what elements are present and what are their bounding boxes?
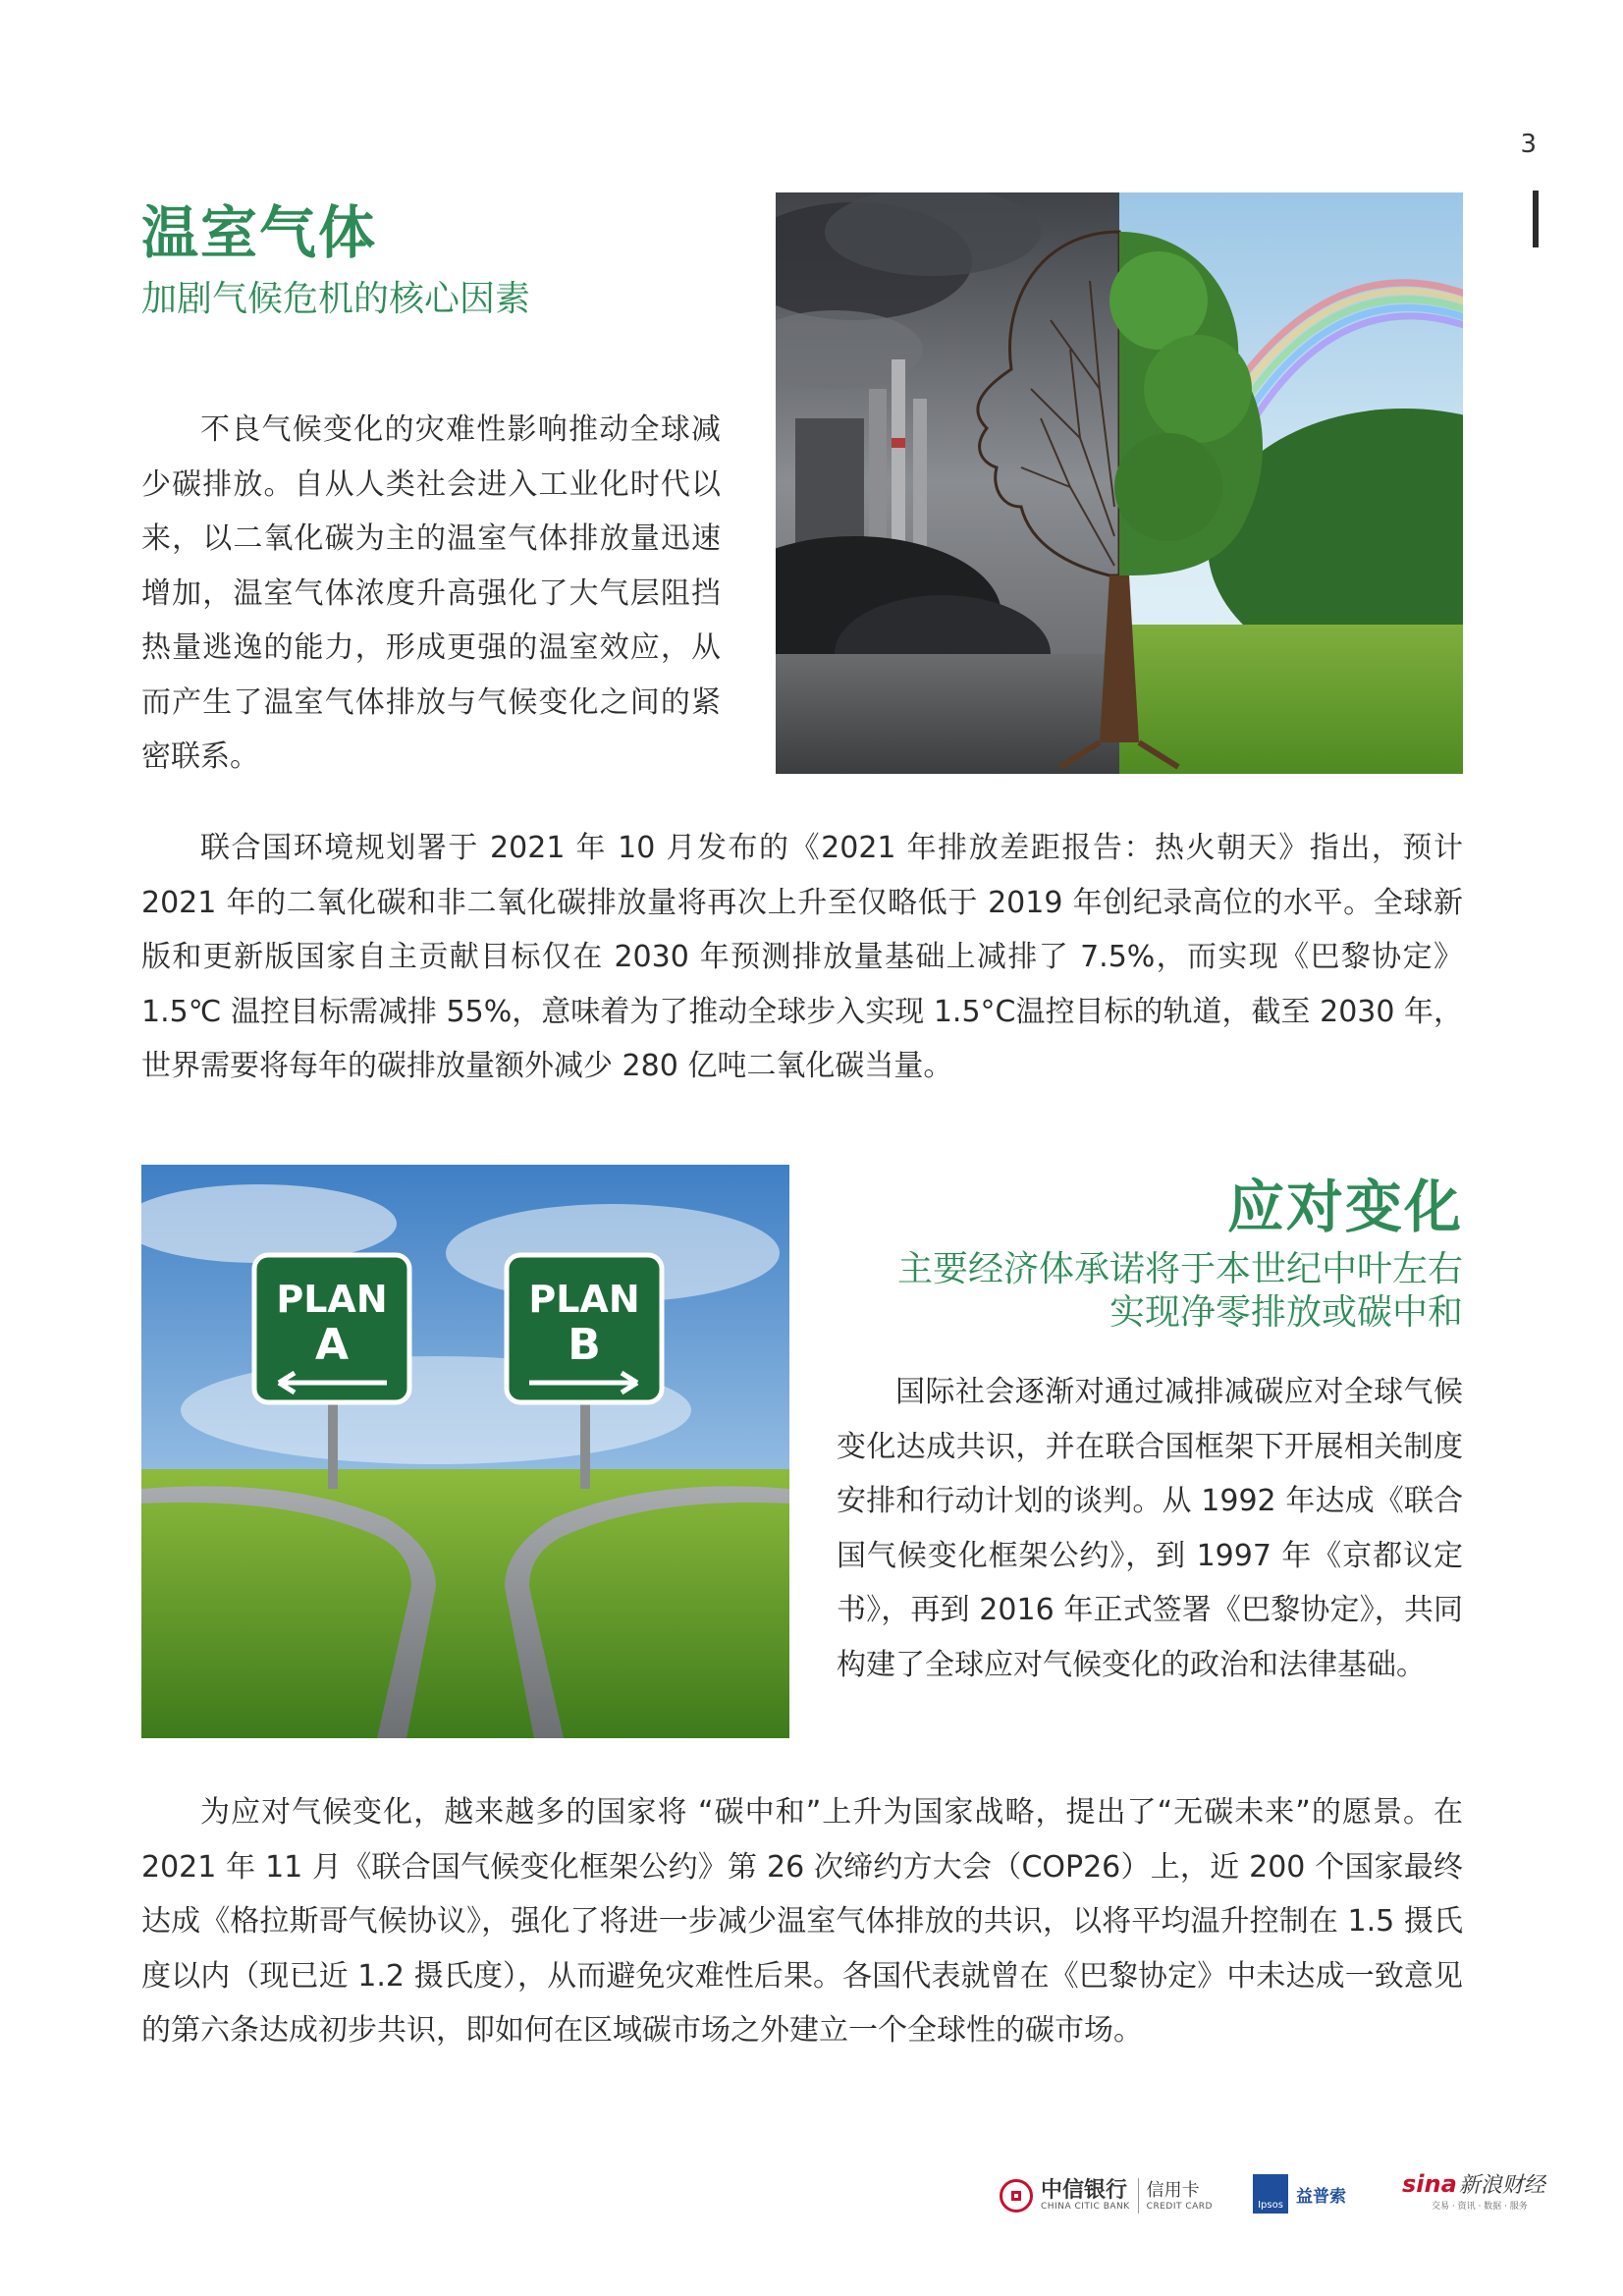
section1-subtitle: 加剧气候危机的核心因素 [141, 279, 531, 319]
logo-separator [1138, 2178, 1139, 2214]
citic-name: 中信银行 [1041, 2178, 1128, 2203]
section2-title: 应对变化 [1226, 1174, 1463, 1240]
section1-paragraph-2: 联合国环境规划署于 2021 年 10 月发布的《2021 年排放差距报告：热火朝天》指出，预计 2021 年的二氧化碳和非二氧化碳排放量将再次上升至仅略低于 2019 年创纪录高位的水平。全球新版和更新版国家自主贡献目标仅在 2030 年预测排放量基础上减排了 7.5%，而实现《巴黎协定》1.5℃ 温控目标需减排 55%，意味着为了推动全球步入实现 1.5°C温控目标的轨道，截至 2030 年，世界需要将每年的碳排放量额外减少 280 亿吨二氧化碳当量。 [141, 831, 1463, 1083]
citic-emblem-icon [1000, 2179, 1033, 2213]
section2-paragraph-1: 国际社会逐渐对通过减排减碳应对全球气候变化达成共识，并在联合国框架下开展相关制度安排和行动计划的谈判。从 1992 年达成《联合国气候变化框架公约》，到 1997 年《京都议定书》，再到 2016 年正式签署《巴黎协定》，共同构建了全球应对气候变化的政治和法律基础。 [837, 1375, 1463, 1682]
plan-a-plan-b-crossroads-image [141, 1165, 789, 1738]
sign-b-line1: PLAN [528, 1278, 640, 1321]
ipsos-logo [1253, 2174, 1346, 2214]
section1-title: 温室气体 [141, 199, 378, 266]
citic-bank-logo [1000, 2178, 1213, 2214]
section2-subtitle-line1: 主要经济体承诺将于本世纪中叶左右 [896, 1249, 1463, 1289]
ipsos-mark-icon: Ipsos [1253, 2174, 1288, 2214]
sina-finance-logo [1402, 2168, 1545, 2212]
section2-paragraph-2: 为应对气候变化，越来越多的国家将 “碳中和”上升为国家战略，提出了“无碳未来”的愿景。在 2021 年 11 月《联合国气候变化框架公约》第 26 次缔约方大会（COP26）上，近 200 个国家最终达成《格拉斯哥气候协议》，强化了将进一步减少温室气体排放的共识，以将平均温升控制在 1.5 摄氏度以内（现已近 1.2 摄氏度），从而避免灾难性后果。各国代表就曾在《巴黎协定》中未达成一致意见的第六条达成初步共识，即如何在区域碳市场之外建立一个全球性的碳市场。 [141, 1795, 1463, 2048]
section2-subtitle-line2: 实现净零排放或碳中和 [1109, 1292, 1463, 1333]
sign-a-line2: A [314, 1320, 350, 1370]
citic-english-name: CHINA CITIC BANK [1041, 2202, 1130, 2212]
ipsos-chinese-name: 益普索 [1296, 2186, 1346, 2207]
sina-tagline: 交易 · 资讯 · 数据 · 服务 [1432, 2202, 1528, 2212]
section1-paragraph-1: 不良气候变化的灾难性影响推动全球减少碳排放。自从人类社会进入工业化时代以来，以二氧化碳为主的温室气体排放量迅速增加，温室气体浓度升高强化了大气层阻挡热量逃逸的能力，形成更强的温室效应，从而产生了温室气体排放与气候变化之间的紧密联系。 [141, 412, 721, 774]
credit-card-label: 信用卡 [1146, 2180, 1200, 2201]
climate-split-tree-image [776, 192, 1463, 774]
sign-b-line2: B [568, 1320, 601, 1370]
sina-finance-name: 新浪财经 [1458, 2173, 1545, 2198]
page-marker-bar [1533, 191, 1539, 247]
credit-card-english-label: CREDIT CARD [1146, 2202, 1213, 2212]
sina-wordmark: sina [1402, 2170, 1457, 2198]
page-number: 3 [1520, 130, 1537, 159]
sign-a-line1: PLAN [276, 1278, 388, 1321]
